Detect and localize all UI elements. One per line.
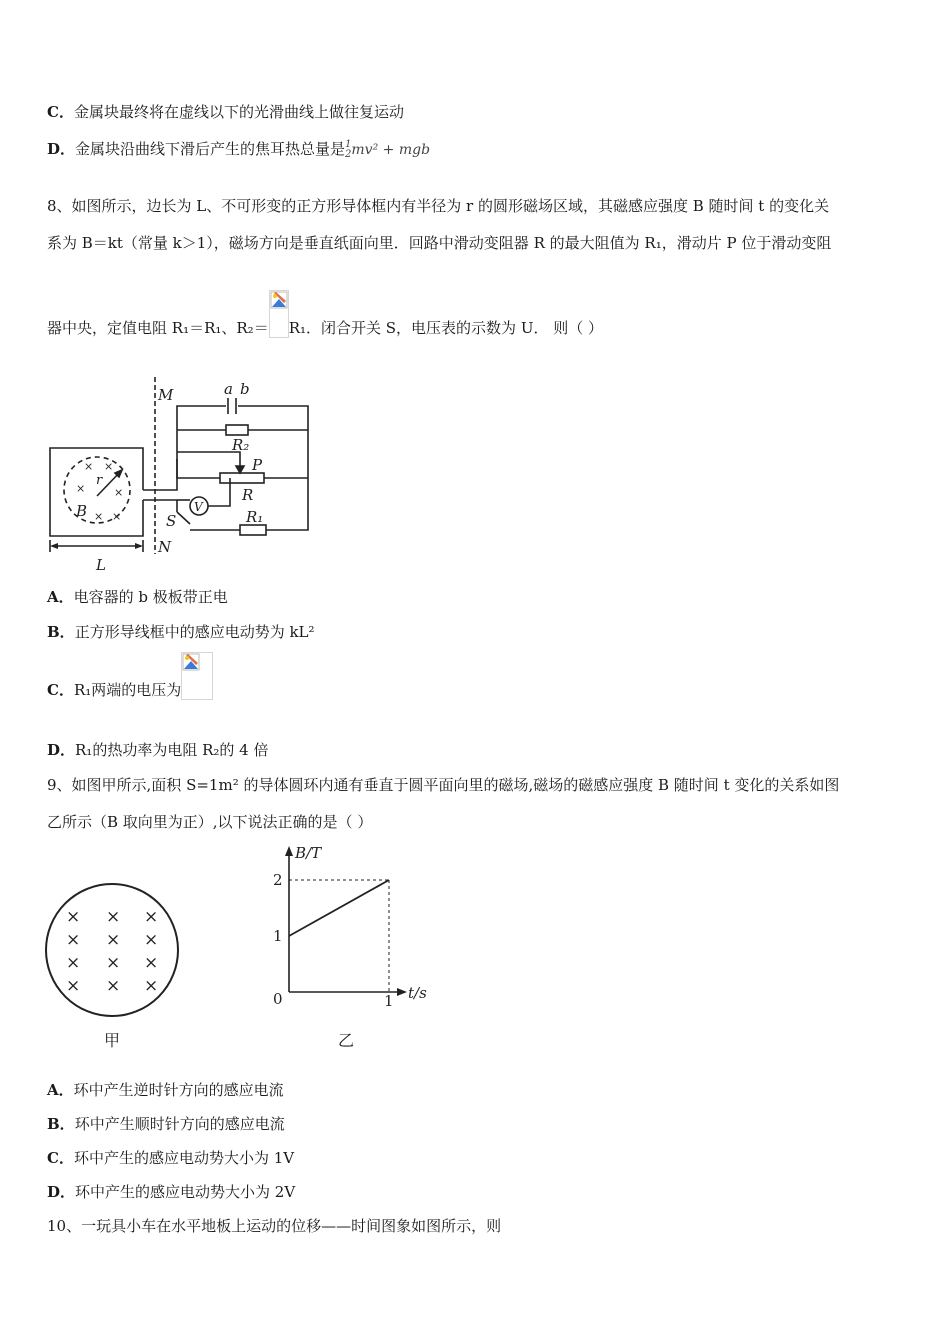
option-text: 环中产生逆时针方向的感应电流 [73,1081,284,1099]
label-b: b [240,380,250,398]
caption-yi: 乙 [338,1031,355,1050]
q8-stem-part-b: R₁．闭合开关 S，电压表的示数为 U． 则（ ） [288,319,604,337]
b-t-series-line [289,880,389,936]
x-axis-label: t/s [408,984,427,1002]
field-cross: × [76,482,86,495]
q8-option-b [47,622,315,642]
label-l: L [96,556,106,574]
option-text: 金属块最终将在虚线以下的光滑曲线上做往复运动 [73,103,404,121]
tick-label-y1: 1 [273,927,283,945]
q9-option-c [47,1148,294,1168]
formula-rest: mv² + mgb [351,142,431,158]
field-cross: × [106,907,121,927]
resistor-r2 [226,425,248,435]
dim-arrow-right [135,543,143,549]
field-cross: × [144,953,159,973]
q9-option-b [47,1114,285,1134]
option-letter: C． [47,1149,74,1167]
option-text: 电容器的 b 极板带正电 [73,588,228,606]
field-cross: × [66,907,81,927]
field-cross: × [66,953,81,973]
q8-stem-line-3 [47,318,603,338]
field-cross: × [106,953,121,973]
label-r: R [242,486,254,504]
rheostat-left-wire [177,460,220,478]
formula-numerator: 1 [345,139,352,150]
option-text: 环中产生的感应电动势大小为 2V [75,1183,296,1201]
label-a: a [224,380,233,398]
joule-heat-formula [345,139,431,160]
option-letter: B． [47,1115,75,1133]
q8-option-a [47,587,228,607]
field-cross: × [114,486,124,499]
tick-label-origin: 0 [273,990,283,1008]
field-cross: × [144,907,159,927]
dim-arrow-left [50,543,58,549]
q8-stem-line-2: 系为 B＝kt（常量 k＞1），磁场方向是垂直纸面向里．回路中滑动变阻器 R 的最大阻值为 R₁，滑动片 P 位于滑动变阻 [47,234,832,252]
label-p: P [252,456,263,474]
y-axis-arrow [285,846,293,856]
option-letter: D． [47,1183,76,1201]
q9-option-d [47,1182,295,1202]
q8-stem-line-1: 8、如图所示，边长为 L、不可形变的正方形导体框内有半径为 r 的圆形磁场区域，其磁感应强度 B 随时间 t 的变化关 [47,197,830,215]
field-cross: × [66,930,81,950]
switch-blade [177,512,190,524]
conducting-ring [46,884,178,1016]
option-letter: C． [47,103,74,121]
q9-stem-line-2: 乙所示（B 取向里为正）,以下说法正确的是（ ） [47,813,373,831]
option-letter: D． [47,140,76,158]
x-axis-arrow [397,988,407,996]
slider-p-arrow [236,466,244,473]
option-letter: A． [47,1081,74,1099]
label-r-radius: r [96,473,103,488]
q7-option-d [47,139,430,160]
figure-yi-chart [262,842,442,1057]
broken-image-icon [269,290,289,338]
image-placeholder-icon [182,653,200,671]
rheostat-r [220,473,264,483]
q7-option-c [47,102,404,122]
label-r2: R₂ [232,436,250,454]
field-cross: × [66,976,81,996]
tick-label-y2: 2 [273,871,283,889]
option-text: 环中产生顺时针方向的感应电流 [74,1115,285,1133]
field-cross: × [94,510,104,523]
option-text: 金属块沿曲线下滑后产生的焦耳热总量是 [75,140,346,158]
resistor-r1 [240,525,266,535]
formula-denominator: 2 [345,149,352,160]
field-cross: × [112,510,122,523]
option-text: 正方形导线框中的感应电动势为 kL² [74,623,315,641]
upper-lead [143,460,177,490]
option-text: 环中产生的感应电动势大小为 1V [73,1149,295,1167]
option-letter: B． [47,623,75,641]
label-b-field: B [76,502,88,520]
caption-jia: 甲 [104,1031,121,1050]
image-placeholder-icon [270,291,288,309]
label-v: V [194,500,203,514]
label-n: N [158,538,172,556]
r1-right-wire [266,478,308,530]
broken-image-icon [181,652,213,700]
slider-p-wire [177,452,240,470]
tick-label-x1: 1 [384,992,394,1010]
label-r1: R₁ [246,508,264,526]
label-s: S [166,512,177,530]
option-text: R₁两端的电压为 [73,681,182,699]
option-text: R₁的热功率为电阻 R₂的 4 倍 [75,741,269,759]
figure-jia [40,870,190,1055]
field-cross: × [106,930,121,950]
q8-stem-part-a: 器中央，定值电阻 R₁＝R₁、R₂＝ [47,319,269,337]
label-m: M [158,386,174,404]
field-cross: × [144,976,159,996]
field-cross: × [144,930,159,950]
q10-stem-line-1: 10、一玩具小车在水平地板上运动的位移——时间图象如图所示，则 [47,1217,502,1235]
option-letter: C． [47,681,74,699]
q9-stem-line-1: 9、如图甲所示,面积 S=1m² 的导体圆环内通有垂直于圆平面向里的磁场,磁场的磁感应强度 B 随时间 t 变化的关系如图 [47,776,840,794]
option-letter: D． [47,741,76,759]
q8-option-c [47,680,213,700]
y-axis-label: B/T [295,844,322,862]
q8-circuit-figure [40,372,330,578]
field-cross: × [84,460,94,473]
field-cross: × [106,976,121,996]
q8-option-d [47,740,268,760]
field-cross: × [104,460,114,473]
q9-option-a [47,1080,284,1100]
option-letter: A． [47,588,74,606]
